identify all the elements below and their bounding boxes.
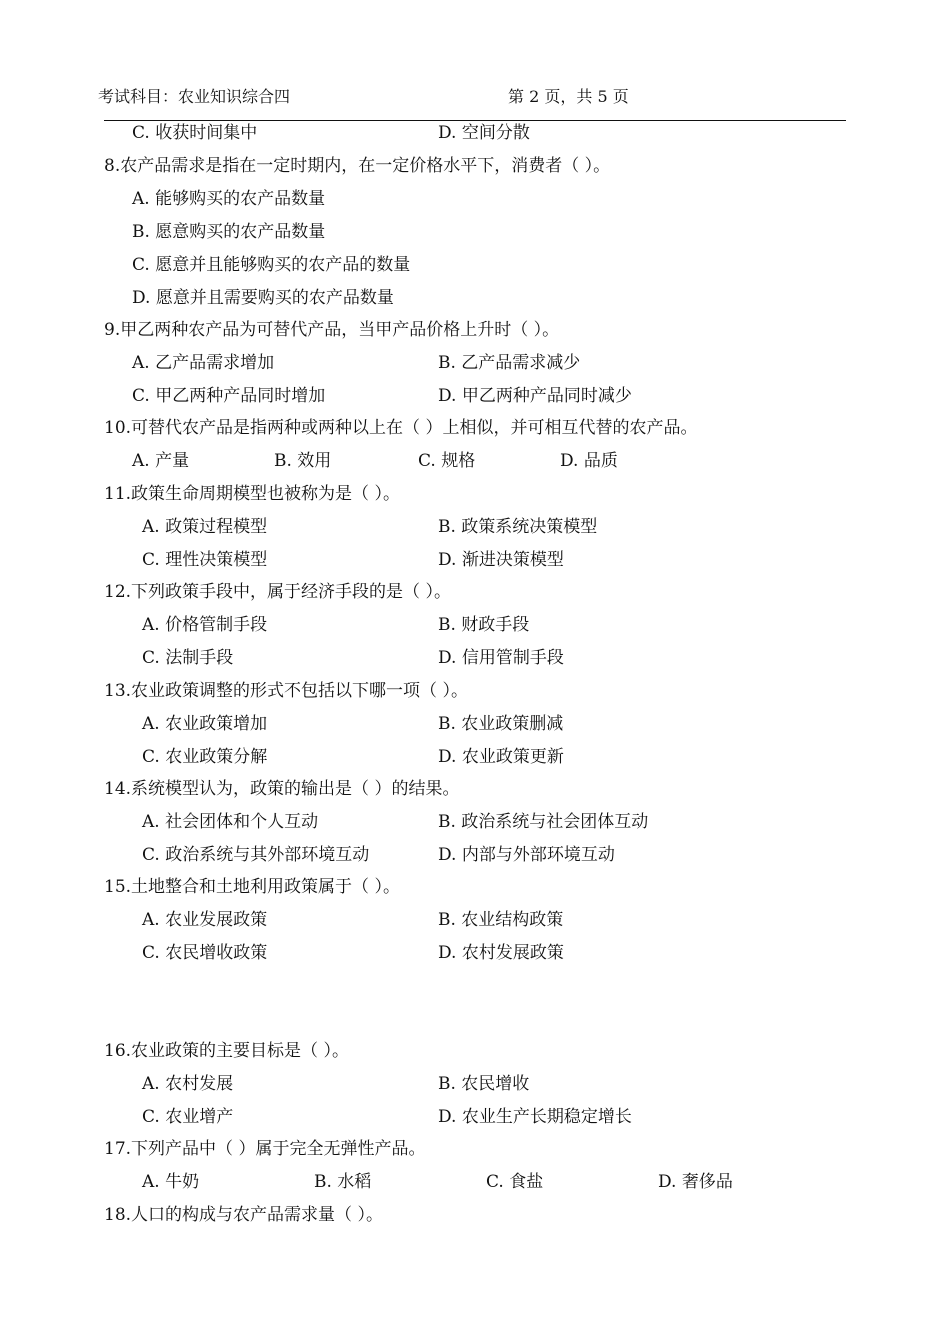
question-11-stem: 11.政策生命周期模型也被称为是（ ）。 — [104, 484, 400, 504]
question-11-option-b: B. 政策系统决策模型 — [438, 517, 598, 537]
question-8-option-c: C. 愿意并且能够购买的农产品的数量 — [132, 255, 411, 275]
question-17-option-a: A. 牛奶 — [142, 1172, 200, 1192]
question-14-option-b: B. 政治系统与社会团体互动 — [438, 812, 649, 832]
question-8-option-a: A. 能够购买的农产品数量 — [132, 189, 326, 209]
question-15-option-d: D. 农村发展政策 — [438, 943, 564, 963]
question-9-stem: 9.甲乙两种农产品为可替代产品，当甲产品价格上升时（ ）。 — [104, 320, 560, 340]
question-13-option-c: C. 农业政策分解 — [142, 747, 268, 767]
question-15-option-b: B. 农业结构政策 — [438, 910, 564, 930]
question-9-option-d: D. 甲乙两种产品同时减少 — [438, 386, 632, 406]
question-10-option-d: D. 品质 — [560, 451, 618, 471]
question-10-option-a: A. 产量 — [132, 451, 190, 471]
question-8-option-d: D. 愿意并且需要购买的农产品数量 — [132, 288, 394, 308]
question-15-option-a: A. 农业发展政策 — [142, 910, 268, 930]
cont-option-c: C. 收获时间集中 — [132, 123, 258, 143]
question-14-stem: 14.系统模型认为，政策的输出是（ ）的结果。 — [104, 779, 460, 799]
cont-option-d: D. 空间分散 — [438, 123, 530, 143]
question-17-option-d: D. 奢侈品 — [658, 1172, 733, 1192]
question-16-option-a: A. 农村发展 — [142, 1074, 234, 1094]
question-16-option-d: D. 农业生产长期稳定增长 — [438, 1107, 632, 1127]
question-14-option-d: D. 内部与外部环境互动 — [438, 845, 615, 865]
question-16-option-c: C. 农业增产 — [142, 1107, 234, 1127]
question-8-stem: 8.农产品需求是指在一定时期内，在一定价格水平下，消费者（ ）。 — [104, 156, 611, 176]
question-12-option-d: D. 信用管制手段 — [438, 648, 564, 668]
question-16-stem: 16.农业政策的主要目标是（ ）。 — [104, 1041, 349, 1061]
question-10-stem: 10.可替代农产品是指两种或两种以上在（ ）上相似，并可相互代替的农产品。 — [104, 418, 698, 438]
question-14-option-a: A. 社会团体和个人互动 — [142, 812, 319, 832]
question-18-stem: 18.人口的构成与农产品需求量（ ）。 — [104, 1205, 383, 1225]
question-11-option-a: A. 政策过程模型 — [142, 517, 268, 537]
page-number: 第 2 页，共 5 页 — [508, 87, 629, 106]
question-12-stem: 12.下列政策手段中，属于经济手段的是（ ）。 — [104, 582, 451, 602]
question-9-option-b: B. 乙产品需求减少 — [438, 353, 581, 373]
question-15-option-c: C. 农民增收政策 — [142, 943, 268, 963]
question-13-option-d: D. 农业政策更新 — [438, 747, 564, 767]
question-12-option-a: A. 价格管制手段 — [142, 615, 268, 635]
question-16-option-b: B. 农民增收 — [438, 1074, 530, 1094]
question-17-option-c: C. 食盐 — [486, 1172, 544, 1192]
question-10-option-c: C. 规格 — [418, 451, 476, 471]
question-11-option-c: C. 理性决策模型 — [142, 550, 268, 570]
question-10-option-b: B. 效用 — [274, 451, 332, 471]
question-17-option-b: B. 水稻 — [314, 1172, 372, 1192]
question-13-stem: 13.农业政策调整的形式不包括以下哪一项（ ）。 — [104, 681, 468, 701]
question-15-stem: 15.土地整合和土地利用政策属于（ ）。 — [104, 877, 400, 897]
question-9-option-a: A. 乙产品需求增加 — [132, 353, 275, 373]
question-8-option-b: B. 愿意购买的农产品数量 — [132, 222, 326, 242]
question-14-option-c: C. 政治系统与其外部环境互动 — [142, 845, 370, 865]
question-13-option-a: A. 农业政策增加 — [142, 714, 268, 734]
question-11-option-d: D. 渐进决策模型 — [438, 550, 564, 570]
question-12-option-b: B. 财政手段 — [438, 615, 530, 635]
question-12-option-c: C. 法制手段 — [142, 648, 234, 668]
question-17-stem: 17.下列产品中（ ）属于完全无弹性产品。 — [104, 1139, 426, 1159]
question-13-option-b: B. 农业政策删减 — [438, 714, 564, 734]
exam-subject: 考试科目：农业知识综合四 — [98, 87, 291, 106]
page-header — [98, 82, 846, 112]
question-9-option-c: C. 甲乙两种产品同时增加 — [132, 386, 326, 406]
